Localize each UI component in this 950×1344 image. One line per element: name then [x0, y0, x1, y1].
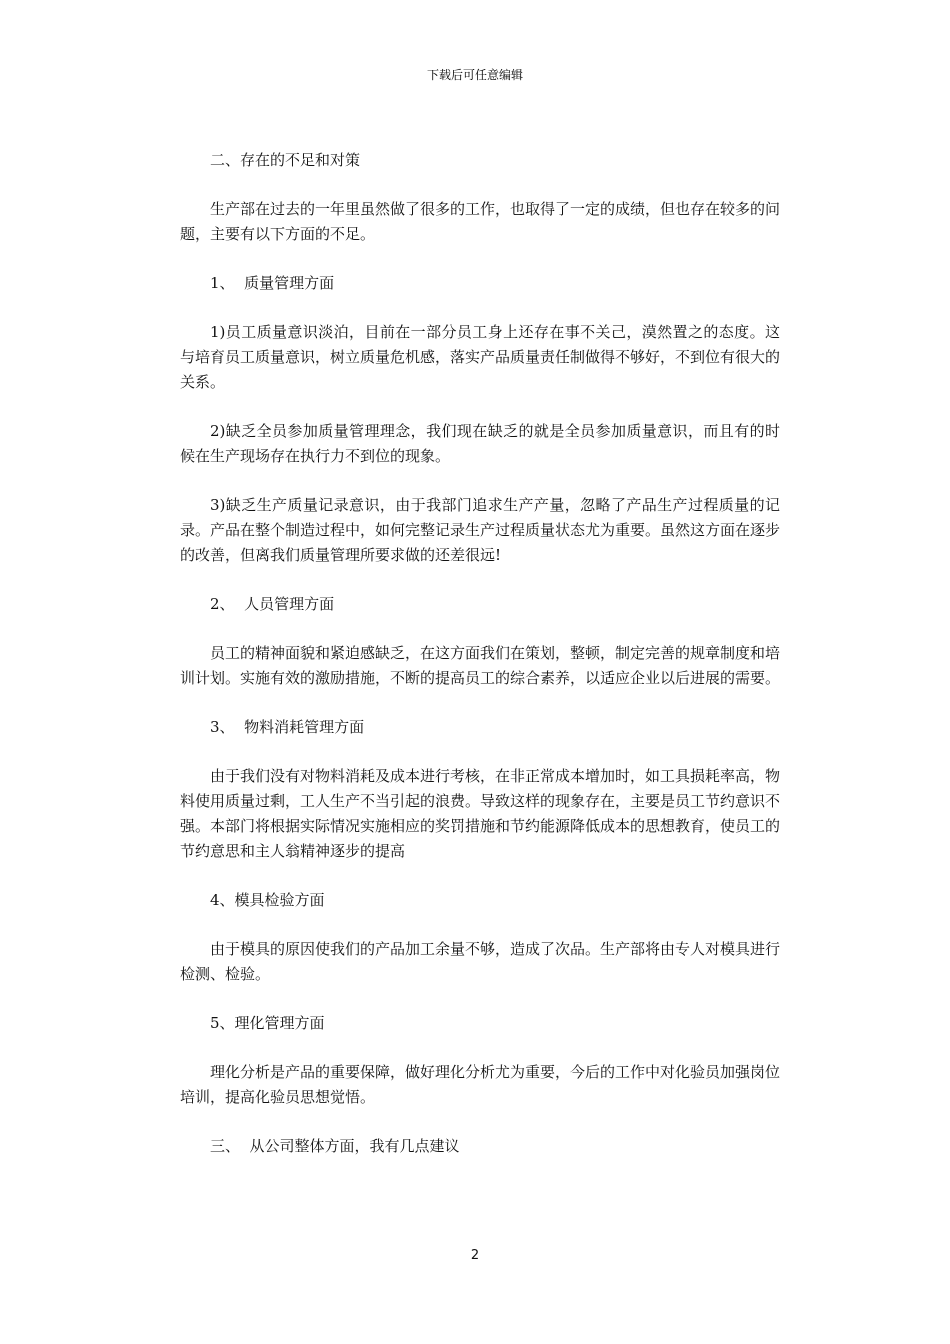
- subheading-personnel-management: 2、 人员管理方面: [210, 595, 335, 613]
- page-number: 2: [470, 1248, 480, 1263]
- shortcomings-intro-paragraph: 生产部在过去的一年里虽然做了很多的工作，也取得了一定的成绩，但也存在较多的问题，主要有以下方面的不足。: [180, 200, 781, 243]
- subheading-quality-management: 1、 质量管理方面: [210, 274, 335, 292]
- physchem-paragraph: 理化分析是产品的重要保障，做好理化分析尤为重要，今后的工作中对化验员加强岗位培训，提高化验员思想觉悟。: [180, 1063, 781, 1106]
- document-body: [180, 148, 780, 1183]
- page-header: 下载后可任意编辑: [426, 68, 523, 82]
- quality-item-2: 2)缺乏全员参加质量管理理念，我们现在缺乏的就是全员参加质量意识，而且有的时候在生产现场存在执行力不到位的现象。: [180, 422, 780, 465]
- subheading-physchem-management: 5、理化管理方面: [210, 1014, 325, 1032]
- subheading-mold-inspection: 4、模具检验方面: [210, 891, 325, 909]
- material-paragraph: 由于我们没有对物料消耗及成本进行考核，在非正常成本增加时，如工具损耗率高，物料使用质量过剩，工人生产不当引起的浪费。导致这样的现象存在，主要是员工节约意识不强。本部门将根据实际情况实施相应的奖罚措施和节约能源降低成本的思想教育，使员工的节约意思和主人翁精神逐步的提高: [180, 767, 781, 860]
- section-heading-suggestions: 三、 从公司整体方面，我有几点建议: [210, 1137, 460, 1155]
- quality-item-3: 3)缺乏生产质量记录意识，由于我部门追求生产产量，忽略了产品生产过程质量的记录。产品在整个制造过程中，如何完整记录生产过程质量状态尤为重要。虽然这方面在逐步的改善，但离我们质量管理所要求做的还差很远!: [180, 496, 781, 564]
- section-heading-shortcomings: 二、存在的不足和对策: [210, 151, 361, 169]
- subheading-material-consumption: 3、 物料消耗管理方面: [210, 718, 365, 736]
- quality-item-1: 1)员工质量意识淡泊，目前在一部分员工身上还存在事不关己，漠然置之的态度。这与培育员工质量意识，树立质量危机感，落实产品质量责任制做得不够好，不到位有很大的关系。: [180, 323, 781, 391]
- mold-paragraph: 由于模具的原因使我们的产品加工余量不够，造成了次品。生产部将由专人对模具进行检测、检验。: [180, 940, 781, 983]
- personnel-paragraph: 员工的精神面貌和紧迫感缺乏，在这方面我们在策划，整顿，制定完善的规章制度和培训计划。实施有效的激励措施，不断的提高员工的综合素养，以适应企业以后进展的需要。: [180, 644, 781, 687]
